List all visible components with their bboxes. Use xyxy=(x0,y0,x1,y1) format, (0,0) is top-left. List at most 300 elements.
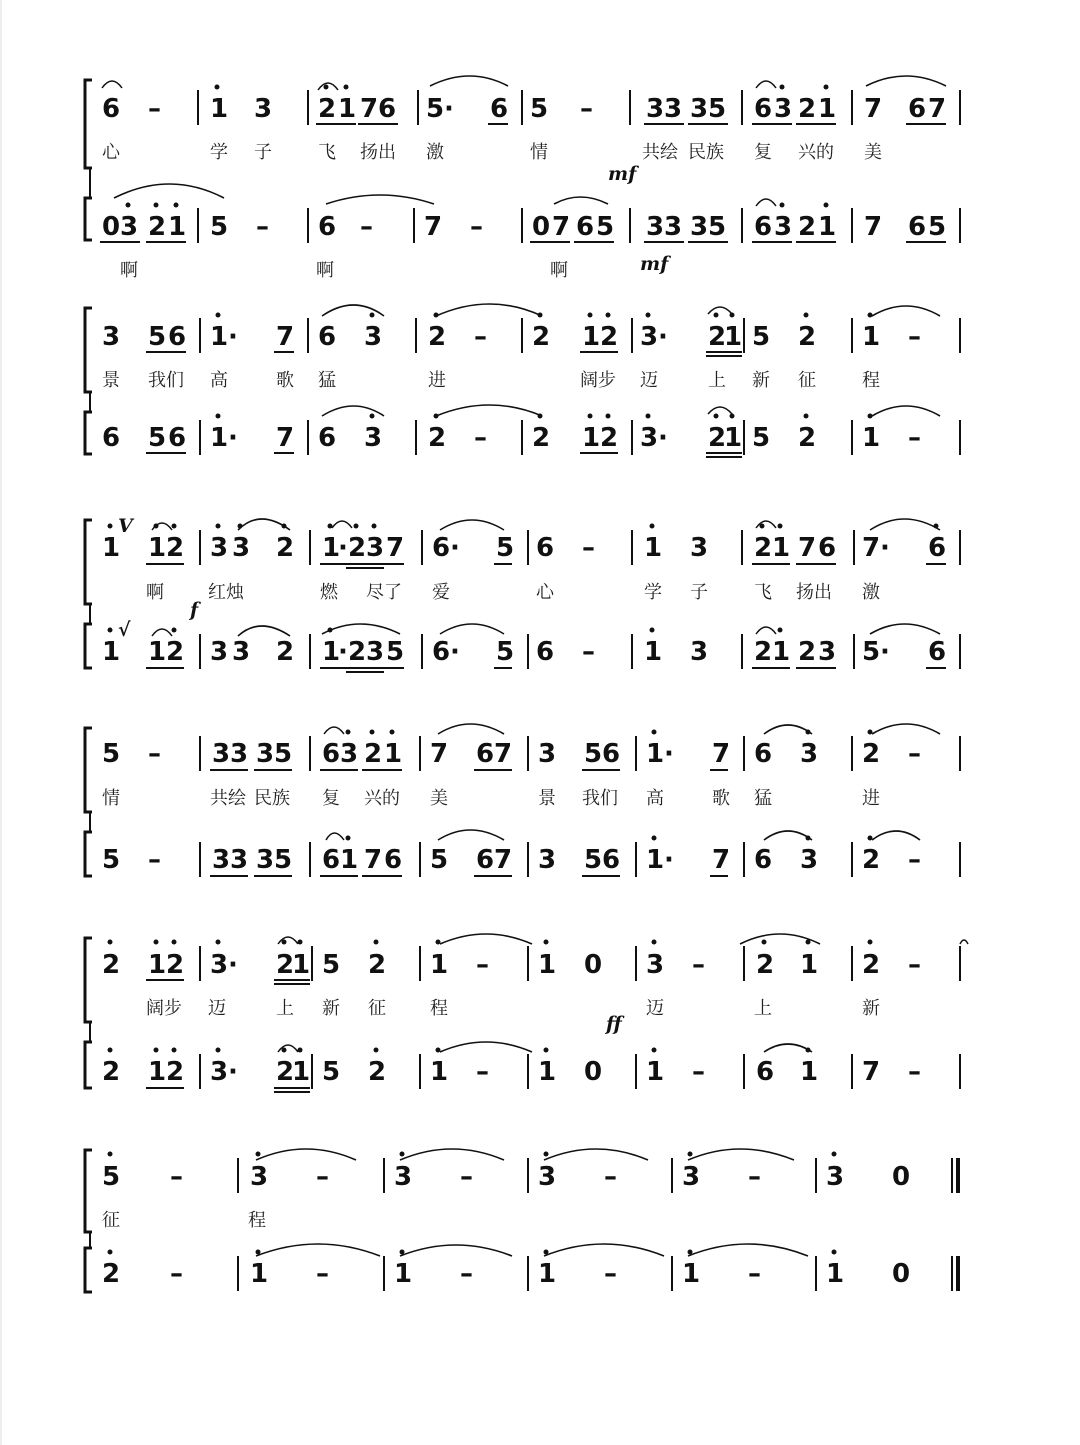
note: 3 xyxy=(212,845,231,875)
note: 1 xyxy=(818,94,837,124)
lyric: 新 xyxy=(322,998,340,1019)
lyric: 高 xyxy=(646,788,664,809)
dot: · xyxy=(228,423,238,453)
note: 6 xyxy=(168,322,187,352)
note: 5 xyxy=(430,845,449,875)
note: 5 xyxy=(102,739,121,769)
note: 3 xyxy=(256,739,275,769)
dot: · xyxy=(664,739,674,769)
note: 5 xyxy=(752,322,771,352)
note: 2 xyxy=(798,212,817,242)
lyric: 激 xyxy=(862,582,880,603)
note: 1 xyxy=(538,1259,557,1289)
note: 5 xyxy=(928,212,947,242)
note: 2 xyxy=(368,1057,387,1087)
note: 3 xyxy=(364,423,383,453)
note: 2 xyxy=(318,94,337,124)
top-voice xyxy=(102,934,968,984)
note: 0 xyxy=(892,1259,911,1289)
note: 5 xyxy=(708,212,727,242)
lyric: 学 xyxy=(210,142,228,163)
note: 2 xyxy=(862,950,881,980)
note: 1 xyxy=(682,1259,701,1289)
note: 1 xyxy=(210,94,229,124)
note: 7 xyxy=(424,212,443,242)
note: 6 xyxy=(476,739,495,769)
note: 2 xyxy=(428,322,447,352)
top-lyrics xyxy=(146,998,880,1019)
lyric: 程 xyxy=(862,370,880,391)
dash: – xyxy=(474,423,487,453)
lyric: 情 xyxy=(530,142,548,163)
lyric: 啊 xyxy=(146,582,164,603)
dynamic-mark: ff xyxy=(606,1013,622,1035)
note: 5 xyxy=(102,1162,121,1192)
note: 1 xyxy=(582,322,601,352)
note: 2 xyxy=(754,637,773,667)
staff-brace xyxy=(85,308,92,392)
lyric: 进 xyxy=(862,788,880,809)
note: 7 xyxy=(494,739,513,769)
note: 6 xyxy=(102,94,121,124)
dash: – xyxy=(908,423,921,453)
dash: – xyxy=(476,1057,489,1087)
note: 3 xyxy=(774,212,793,242)
note: 6 xyxy=(602,739,621,769)
dot: · xyxy=(880,637,890,667)
note: 3 xyxy=(690,212,709,242)
note: 5 xyxy=(496,637,515,667)
note: 3 xyxy=(682,1162,701,1192)
note: 2 xyxy=(756,950,775,980)
note: 2 xyxy=(798,322,817,352)
lyric: 阔步 xyxy=(146,998,182,1019)
lyric: 共绘 xyxy=(642,142,678,163)
note: 2 xyxy=(276,950,295,980)
staff-brace xyxy=(85,1150,92,1232)
top-lyrics xyxy=(102,370,880,391)
note: 3 xyxy=(640,322,659,352)
note: 2 xyxy=(368,950,387,980)
dash: – xyxy=(474,322,487,352)
note: 6 xyxy=(168,423,187,453)
system-3 xyxy=(85,515,960,672)
note: 3 xyxy=(210,950,229,980)
staff-brace xyxy=(85,938,92,1022)
note: 1 xyxy=(292,950,311,980)
system-1 xyxy=(85,76,960,281)
system-4 xyxy=(85,724,960,877)
note: 5 xyxy=(862,637,881,667)
bottom-voice xyxy=(102,1042,960,1092)
dash: – xyxy=(148,845,161,875)
note: 5 xyxy=(530,94,549,124)
note: 5 xyxy=(426,94,445,124)
note: 2 xyxy=(798,637,817,667)
note: 7 xyxy=(276,423,295,453)
top-voice xyxy=(102,515,960,568)
note: 1 xyxy=(644,637,663,667)
note: 2 xyxy=(276,533,295,563)
note: 5 xyxy=(752,423,771,453)
note: 1 xyxy=(862,423,881,453)
top-lyrics xyxy=(102,1210,266,1231)
lyric: 新 xyxy=(862,998,880,1019)
note: 6 xyxy=(908,212,927,242)
note: 2 xyxy=(532,423,551,453)
dash: – xyxy=(316,1259,329,1289)
note: 6 xyxy=(384,845,403,875)
dot: · xyxy=(228,1057,238,1087)
note: 3 xyxy=(210,1057,229,1087)
lyric: 征 xyxy=(798,370,816,391)
dynamic-mark: f xyxy=(190,599,199,621)
note: 3 xyxy=(212,739,231,769)
lyric: 征 xyxy=(102,1210,120,1231)
note: 7 xyxy=(430,739,449,769)
note: 2 xyxy=(348,533,367,563)
staff-brace xyxy=(85,412,92,454)
note: 6 xyxy=(322,845,341,875)
dash: – xyxy=(460,1259,473,1289)
lyric: 复 xyxy=(322,788,340,809)
note: 3 xyxy=(250,1162,269,1192)
note: 3 xyxy=(394,1162,413,1192)
note: 3 xyxy=(646,212,665,242)
lyric: 激 xyxy=(426,142,444,163)
note: 2 xyxy=(166,637,185,667)
note: 6 xyxy=(928,637,947,667)
note: 3 xyxy=(774,94,793,124)
lyric: 景 xyxy=(102,370,120,391)
lyric: 子 xyxy=(254,142,272,163)
lyric: 景 xyxy=(538,788,556,809)
bottom-voice xyxy=(102,830,960,877)
dash: – xyxy=(908,845,921,875)
note: 1 xyxy=(102,533,121,563)
dot: · xyxy=(338,637,348,667)
note: 2 xyxy=(532,322,551,352)
note: 1 xyxy=(724,423,743,453)
note: 1 xyxy=(250,1259,269,1289)
dot: · xyxy=(450,637,460,667)
note: 2 xyxy=(166,533,185,563)
note: 6 xyxy=(576,212,595,242)
dash: – xyxy=(582,637,595,667)
note: 5 xyxy=(274,845,293,875)
note: 6 xyxy=(476,845,495,875)
dash: – xyxy=(908,739,921,769)
staff-brace xyxy=(85,198,92,240)
dash: – xyxy=(692,950,705,980)
note: 2 xyxy=(166,950,185,980)
note: 6 xyxy=(432,637,451,667)
note: 6 xyxy=(490,94,509,124)
dash: – xyxy=(360,212,373,242)
dash: – xyxy=(582,533,595,563)
lyric: 猛 xyxy=(754,788,772,809)
note: 2 xyxy=(102,950,121,980)
note: 7 xyxy=(864,212,883,242)
dash: – xyxy=(148,739,161,769)
note: 3 xyxy=(690,533,709,563)
note: 1 xyxy=(724,322,743,352)
note: 1 xyxy=(148,950,167,980)
lyric: 心 xyxy=(102,142,120,163)
dot: · xyxy=(664,845,674,875)
system-6 xyxy=(85,1149,958,1292)
note: 1 xyxy=(322,637,341,667)
lyric: 心 xyxy=(536,582,554,603)
note: 1 xyxy=(538,950,557,980)
note: 3 xyxy=(664,94,683,124)
note: 3 xyxy=(800,739,819,769)
note: 3 xyxy=(366,533,385,563)
note: 1 xyxy=(322,533,341,563)
note: 3 xyxy=(646,94,665,124)
note: 2 xyxy=(708,423,727,453)
note: 5 xyxy=(584,739,603,769)
top-lyrics xyxy=(102,788,880,809)
note: 3 xyxy=(232,533,251,563)
note: 5 xyxy=(274,739,293,769)
dash: – xyxy=(256,212,269,242)
dash: – xyxy=(170,1162,183,1192)
lyric: 扬出 xyxy=(796,582,832,603)
note: 5 xyxy=(210,212,229,242)
note: 2 xyxy=(862,845,881,875)
note: 3 xyxy=(210,533,229,563)
note: 3 xyxy=(340,739,359,769)
note: 6 xyxy=(536,533,555,563)
note: 2 xyxy=(862,739,881,769)
note: 1 xyxy=(340,845,359,875)
note: 6 xyxy=(602,845,621,875)
note: 7 xyxy=(864,94,883,124)
note: 7 xyxy=(862,533,881,563)
note: 2 xyxy=(754,533,773,563)
dash: – xyxy=(470,212,483,242)
lyric: 美 xyxy=(864,142,882,163)
note: 6 xyxy=(318,212,337,242)
note: 1 xyxy=(800,950,819,980)
note: 7 xyxy=(386,533,405,563)
dash: – xyxy=(748,1162,761,1192)
note: 1 xyxy=(430,950,449,980)
note: 7 xyxy=(928,94,947,124)
note: 6 xyxy=(754,94,773,124)
note: 5 xyxy=(584,845,603,875)
lyric: 情 xyxy=(102,788,120,809)
lyric: 红烛 xyxy=(208,582,244,603)
note: 1 xyxy=(772,637,791,667)
lyric: 歌 xyxy=(276,370,294,391)
note: 7 xyxy=(862,1057,881,1087)
lyric: 爱 xyxy=(432,582,450,603)
note: 1 xyxy=(582,423,601,453)
note: 1 xyxy=(644,533,663,563)
dot: · xyxy=(228,950,238,980)
dash: – xyxy=(692,1057,705,1087)
lyric: 民族 xyxy=(254,788,290,809)
note: 5 xyxy=(386,637,405,667)
note: 6 xyxy=(908,94,927,124)
lyric: 我们 xyxy=(148,370,184,391)
dot: · xyxy=(880,533,890,563)
note: 1 xyxy=(394,1259,413,1289)
note: 2 xyxy=(364,739,383,769)
dash: – xyxy=(908,1057,921,1087)
note: 5 xyxy=(102,845,121,875)
note: 1 xyxy=(338,94,357,124)
dot: · xyxy=(658,423,668,453)
lyric: 尽了 xyxy=(366,582,402,603)
lyric: 征 xyxy=(368,998,386,1019)
note: 6 xyxy=(378,94,397,124)
note: 3 xyxy=(818,637,837,667)
lyric: 上 xyxy=(754,998,772,1019)
lyric: 啊 xyxy=(120,260,138,281)
lyric: 我们 xyxy=(582,788,618,809)
note: 7 xyxy=(712,845,731,875)
staff-brace xyxy=(85,832,92,876)
note: 1 xyxy=(800,1057,819,1087)
lyric: 程 xyxy=(430,998,448,1019)
note: 6 xyxy=(928,533,947,563)
note: 2 xyxy=(102,1259,121,1289)
dash: – xyxy=(908,322,921,352)
dynamic-mark: mf xyxy=(640,253,669,275)
note: 2 xyxy=(798,94,817,124)
note: 3 xyxy=(366,637,385,667)
lyric: 啊 xyxy=(316,260,334,281)
note: 6 xyxy=(818,533,837,563)
lyric: 阔步 xyxy=(580,370,616,391)
top-voice xyxy=(102,76,960,125)
dot: · xyxy=(658,322,668,352)
dash: – xyxy=(748,1259,761,1289)
note: 2 xyxy=(600,423,619,453)
note: 6 xyxy=(754,739,773,769)
dash: – xyxy=(604,1162,617,1192)
note: 7 xyxy=(552,212,571,242)
note: 6 xyxy=(754,212,773,242)
bottom-voice xyxy=(102,405,960,457)
note: 0 xyxy=(892,1162,911,1192)
note: 6 xyxy=(322,739,341,769)
note: 1 xyxy=(148,533,167,563)
system-2 xyxy=(85,304,960,457)
note: 1 xyxy=(826,1259,845,1289)
note: 1 xyxy=(646,845,665,875)
lyric: 兴的 xyxy=(798,142,834,163)
note: 1 xyxy=(210,322,229,352)
note: 1 xyxy=(646,739,665,769)
note: 2 xyxy=(798,423,817,453)
note: 1 xyxy=(148,637,167,667)
note: 5 xyxy=(322,950,341,980)
note: 3 xyxy=(664,212,683,242)
note: 6 xyxy=(754,845,773,875)
note: 3 xyxy=(120,212,139,242)
bottom-voice xyxy=(102,1244,958,1291)
note: 3 xyxy=(210,637,229,667)
breath-mark: V xyxy=(118,515,133,537)
note: 0 xyxy=(584,950,603,980)
dash: – xyxy=(316,1162,329,1192)
note: 2 xyxy=(102,1057,121,1087)
note: 3 xyxy=(256,845,275,875)
note: 0 xyxy=(532,212,551,242)
lyric: 上 xyxy=(708,370,726,391)
note: 7 xyxy=(712,739,731,769)
note: 2 xyxy=(348,637,367,667)
lyric: 新 xyxy=(752,370,770,391)
staff-brace xyxy=(85,520,92,604)
note: 3 xyxy=(690,637,709,667)
note: 2 xyxy=(276,1057,295,1087)
note: 3 xyxy=(538,1162,557,1192)
lyric: 高 xyxy=(210,370,228,391)
note: 5 xyxy=(322,1057,341,1087)
note: 1 xyxy=(862,322,881,352)
lyric: 迈 xyxy=(208,998,226,1019)
lyric: 扬出 xyxy=(360,142,396,163)
note: 3 xyxy=(254,94,273,124)
dash: – xyxy=(460,1162,473,1192)
staff-brace xyxy=(85,728,92,812)
note: 1 xyxy=(292,1057,311,1087)
note: 6 xyxy=(318,423,337,453)
note: 3 xyxy=(230,845,249,875)
lyric: 飞 xyxy=(318,142,336,163)
top-lyrics xyxy=(146,581,880,603)
lyric: 进 xyxy=(428,370,446,391)
note: 2 xyxy=(276,637,295,667)
note: 7 xyxy=(360,94,379,124)
note: 5 xyxy=(708,94,727,124)
note: 1 xyxy=(168,212,187,242)
lyric: 飞 xyxy=(754,582,772,603)
lyric: 兴的 xyxy=(364,788,400,809)
bottom-lyrics xyxy=(120,260,568,281)
top-lyrics xyxy=(102,141,882,163)
note: 1 xyxy=(772,533,791,563)
note: 5 xyxy=(596,212,615,242)
lyric: 美 xyxy=(430,788,448,809)
note: 0 xyxy=(584,1057,603,1087)
lyric: 啊 xyxy=(550,260,568,281)
note: 6 xyxy=(756,1057,775,1087)
note: 7 xyxy=(364,845,383,875)
dash: – xyxy=(170,1259,183,1289)
lyric: 复 xyxy=(754,142,772,163)
note: 3 xyxy=(690,94,709,124)
note: 1 xyxy=(210,423,229,453)
note: 3 xyxy=(640,423,659,453)
lyric: 民族 xyxy=(688,142,724,163)
staff-brace xyxy=(85,1248,92,1292)
system-5 xyxy=(85,934,968,1092)
staff-brace xyxy=(85,1042,92,1088)
note: 2 xyxy=(708,322,727,352)
note: 3 xyxy=(102,322,121,352)
note: 5 xyxy=(148,322,167,352)
note: 3 xyxy=(230,739,249,769)
dynamic-mark: mf xyxy=(608,163,637,185)
note: 3 xyxy=(538,845,557,875)
note: 6 xyxy=(536,637,555,667)
